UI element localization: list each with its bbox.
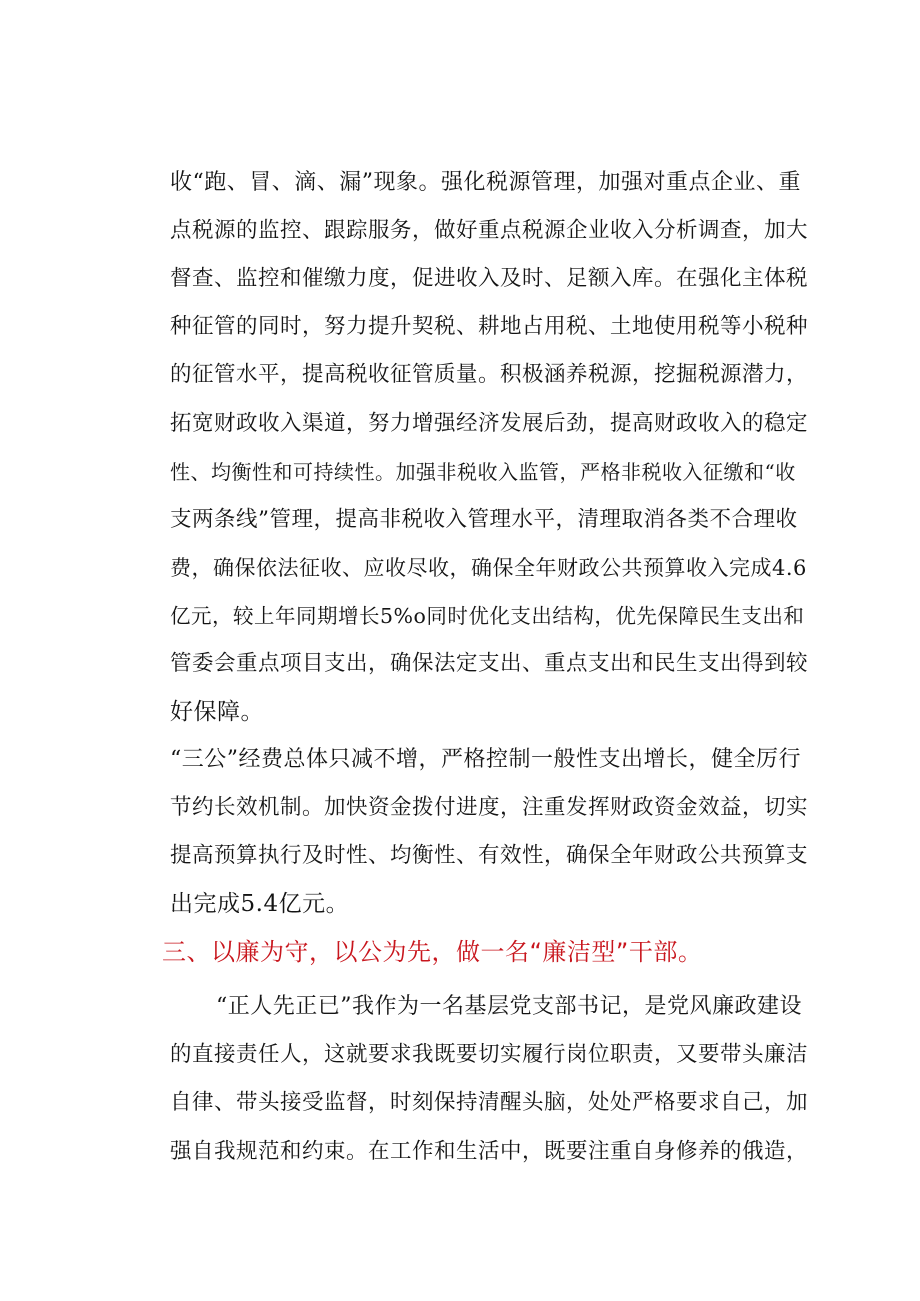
text-line: 的直接责任人，这就要求我既要切实履行岗位职责，又要带头廉洁 (170, 1042, 809, 1067)
text-line: 强自我规范和约束。在工作和生活中，既要注重自身修养的俄造， (170, 1139, 809, 1164)
text-line: 节约长效机制。加快资金拨付进度，注重发挥财政资金效益，切实 (170, 795, 809, 820)
text-line: 管委会重点项目支出，确保法定支出、重点支出和民生支出得到较 (170, 651, 809, 676)
text-line: 收“跑、冒、滴、漏”现象。强化税源管理，加强对重点企业、重 (170, 170, 801, 195)
text-line: “三公”经费总体只减不增，严格控制一般性支出增长，健全厉行 (170, 747, 801, 772)
text-line: 自律、带头接受监督，时刻保持清醒头脑，处处严格要求自己，加 (170, 1090, 809, 1115)
text-line: 亿元，较上年同期增长5%o同时优化支出结构，优先保障民生支出和 (170, 604, 805, 628)
text-line: 种征管的同时，努力提升契税、耕地占用税、土地使用税等小税种 (170, 314, 809, 339)
section-heading: 三、以廉为守，以公为先，做一名“廉洁型”干部。 (162, 938, 703, 966)
text-line: 督查、监控和催缴力度，促进收入及时、足额入库。在强化主体税 (170, 266, 809, 291)
text-line: 费，确保依法征收、应收尽收，确保全年财政公共预算收入完成4.6 (170, 556, 807, 580)
text-line: “正人先正已”我作为一名基层党支部书记，是党风廉政建设 (216, 994, 802, 1019)
text-line: 的征管水平，提高税收征管质量。积极涵养税源，挖掘税源潜力， (170, 362, 809, 387)
text-line: 好保障。 (170, 699, 264, 725)
text-line: 拓宽财政收入渠道，努力增强经济发展后劲，提高财政收入的稳定 (170, 411, 809, 436)
text-line: 出完成5.4亿元。 (170, 891, 350, 917)
text-line: 性、均衡性和可持续性。加强非税收入监管，严格非税收入征缴和“收 (170, 460, 796, 484)
text-line: 支两条线”管理，提高非税收入管理水平，清理取消各类不合理收 (170, 507, 798, 532)
text-line: 提高预算执行及时性、均衡性、有效性，确保全年财政公共预算支 (170, 843, 809, 868)
text-line: 点税源的监控、跟踪服务，做好重点税源企业收入分析调查，加大 (170, 218, 809, 243)
